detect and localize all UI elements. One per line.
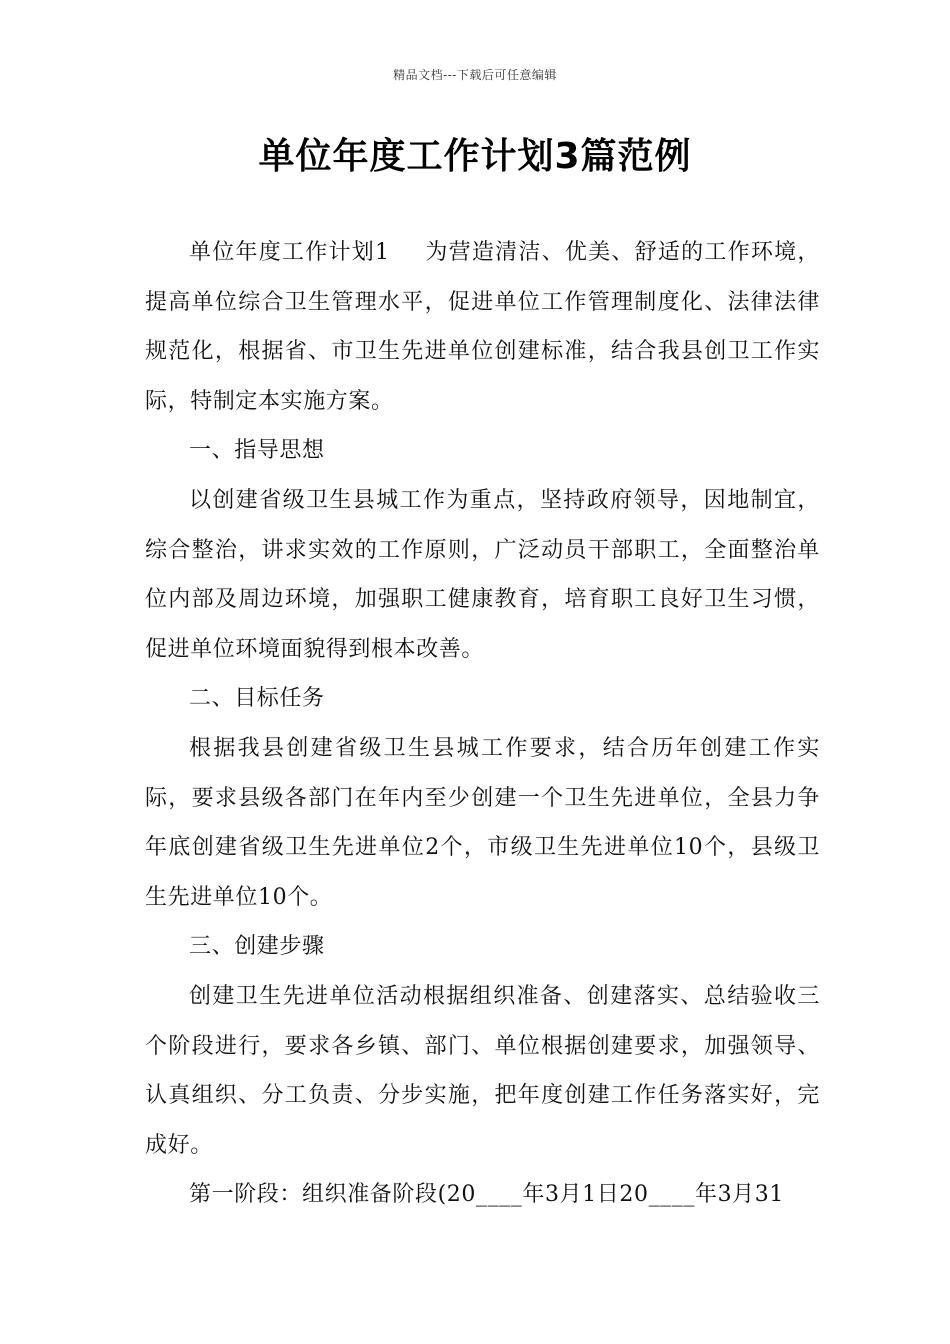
intro-lead: 单位年度工作计划1 [189,240,390,265]
intro-text: 为营造清洁、优美、舒适的工作环境，提高单位综合卫生管理水平，促进单位工作管理制度化、法律法律规范化，根据省、市卫生先进单位创建标准，结合我县创卫工作实际，特制定本实施方案。 [145,240,821,414]
section-heading-guiding-ideology: 一、指导思想 [189,438,325,464]
header-note: 精品文档---下载后可任意编辑 [393,68,557,82]
stage-one-line: 第一阶段：组织准备阶段(20____年3月1日20____年3月31 [189,1182,784,1208]
section-paragraph-guiding-ideology: 以创建省级卫生县城工作为重点，坚持政府领导，因地制宜，综合整治，讲求实效的工作原则，广泛动员干部职工，全面整治单位内部及周边环境，加强职工健康教育，培育职工良好卫生习惯，促进单位环境面貌得到根本改善。 [145,487,820,662]
section-heading-goals: 二、目标任务 [189,686,325,712]
section-heading-steps: 三、创建步骤 [189,934,325,960]
document-title: 单位年度工作计划3篇范例 [258,136,692,177]
section-paragraph-goals: 根据我县创建省级卫生县城工作要求，结合历年创建工作实际，要求县级各部门在年内至少创建一个卫生先进单位，全县力争年底创建省级卫生先进单位2个，市级卫生先进单位10个，县级卫生先进单位10个。 [145,735,820,910]
intro-paragraph [145,228,820,426]
section-paragraph-steps: 创建卫生先进单位活动根据组织准备、创建落实、总结验收三个阶段进行，要求各乡镇、部门、单位根据创建要求，加强领导、认真组织、分工负责、分步实施，把年度创建工作任务落实好，完成好。 [145,983,820,1158]
document-body [145,228,820,1220]
